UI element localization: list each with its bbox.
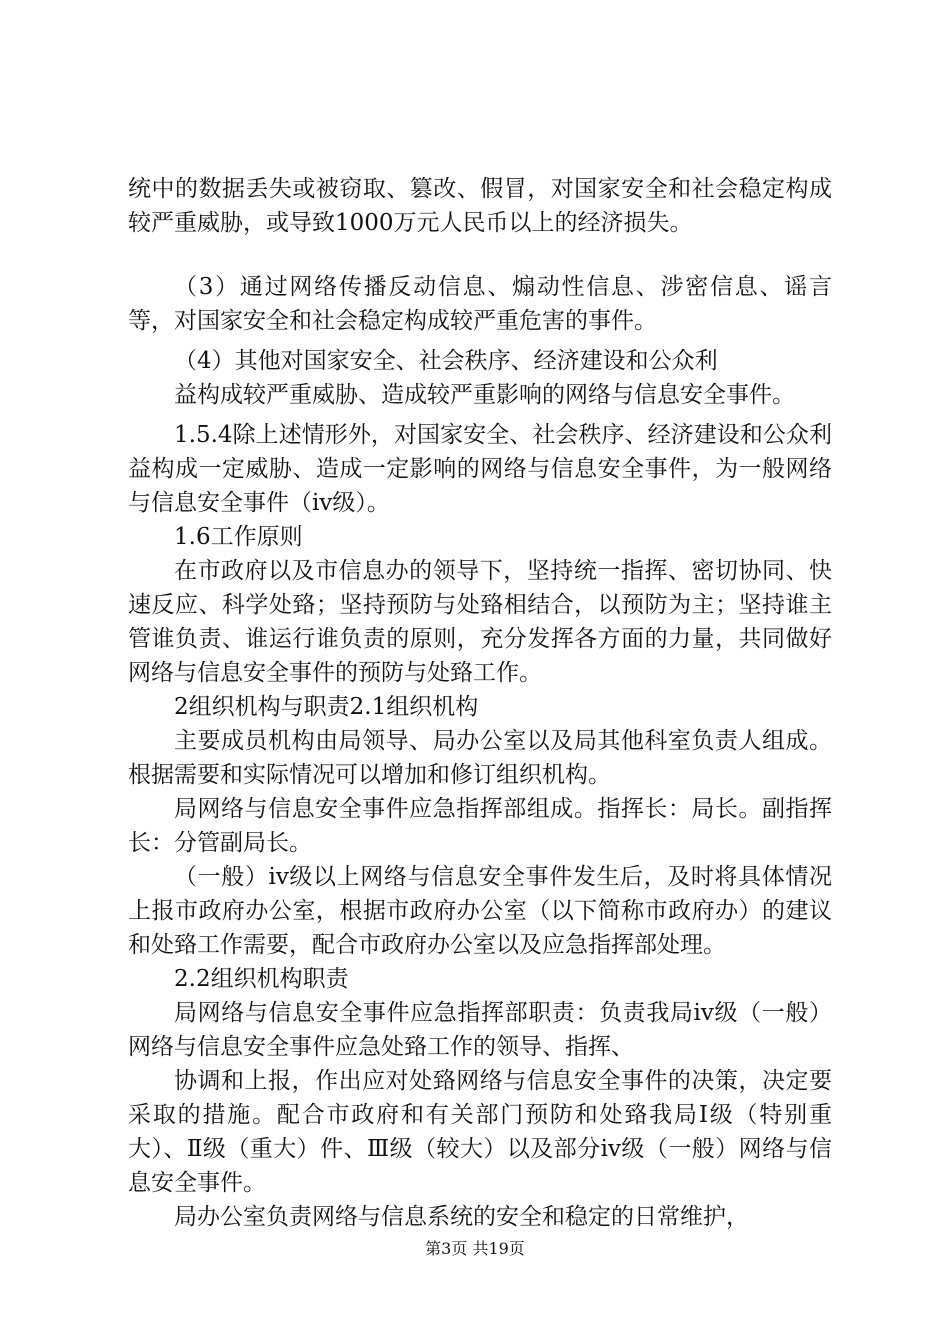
paragraph-item-4: （4）其他对国家安全、社会秩序、经济建设和公众利 bbox=[174, 348, 718, 374]
paragraph-section-1-5-4: 1.5.4除上述情形外，对国家安全、社会秩序、经济建设和公众利益构成一定威胁、造成一定影响的网络与信息安全事件，为一般网络与信息安全事件（iv级）。 bbox=[128, 422, 832, 516]
paragraph-office-duties: 局办公室负责网络与信息系统的安全和稳定的日常维护， bbox=[174, 1204, 749, 1230]
paragraph-item-3: （3）通过网络传播反动信息、煽动性信息、涉密信息、谣言等，对国家安全和社会稳定构成较严重危害的事件。 bbox=[128, 274, 832, 334]
heading-section-1-6: 1.6工作原则 bbox=[174, 524, 303, 550]
heading-section-2: 2组织机构与职责2.1组织机构 bbox=[174, 694, 479, 720]
heading-section-2-2: 2.2组织机构职责 bbox=[174, 966, 349, 992]
paragraph-members: 主要成员机构由局领导、局办公室以及局其他科室负责人组成。根据需要和实际情况可以增加和修订组织机构。 bbox=[128, 728, 832, 788]
document-body bbox=[128, 172, 832, 1234]
paragraph-command-duties-continued: 协调和上报，作出应对处臵网络与信息安全事件的决策，决定要采取的措施。配合市政府和有关部门预防和处臵我局Ⅰ级（特别重大）、Ⅱ级（重大）件、Ⅲ级（较大）以及部分iv级（一般）网络与信息安全事件。 bbox=[128, 1068, 832, 1196]
paragraph-command-duties: 局网络与信息安全事件应急指挥部职责：负责我局iv级（一般）网络与信息安全事件应急处臵工作的领导、指挥、 bbox=[128, 1000, 832, 1060]
paragraph-work-principles: 在市政府以及市信息办的领导下，坚持统一指挥、密切协同、快速反应、科学处臵；坚持预防与处臵相结合，以预防为主；坚持谁主管谁负责、谁运行谁负责的原则，充分发挥各方面的力量，共同做好网络与信息安全事件的预防与处臵工作。 bbox=[128, 558, 832, 686]
paragraph-item-4-continued: 益构成较严重威胁、造成较严重影响的网络与信息安全事件。 bbox=[174, 382, 795, 408]
paragraph-continuation: 统中的数据丢失或被窃取、篡改、假冒，对国家安全和社会稳定构成较严重威胁，或导致1000万元人民币以上的经济损失。 bbox=[128, 176, 832, 236]
paragraph-command-composition: 局网络与信息安全事件应急指挥部组成。指挥长：局长。副指挥长：分管副局长。 bbox=[128, 796, 832, 856]
page-number: 第3页 共19页 bbox=[425, 1239, 525, 1258]
paragraph-reporting: （一般）iv级以上网络与信息安全事件发生后，及时将具体情况上报市政府办公室，根据市政府办公室（以下简称市政府办）的建议和处臵工作需要，配合市政府办公室以及应急指挥部处理。 bbox=[128, 864, 832, 958]
